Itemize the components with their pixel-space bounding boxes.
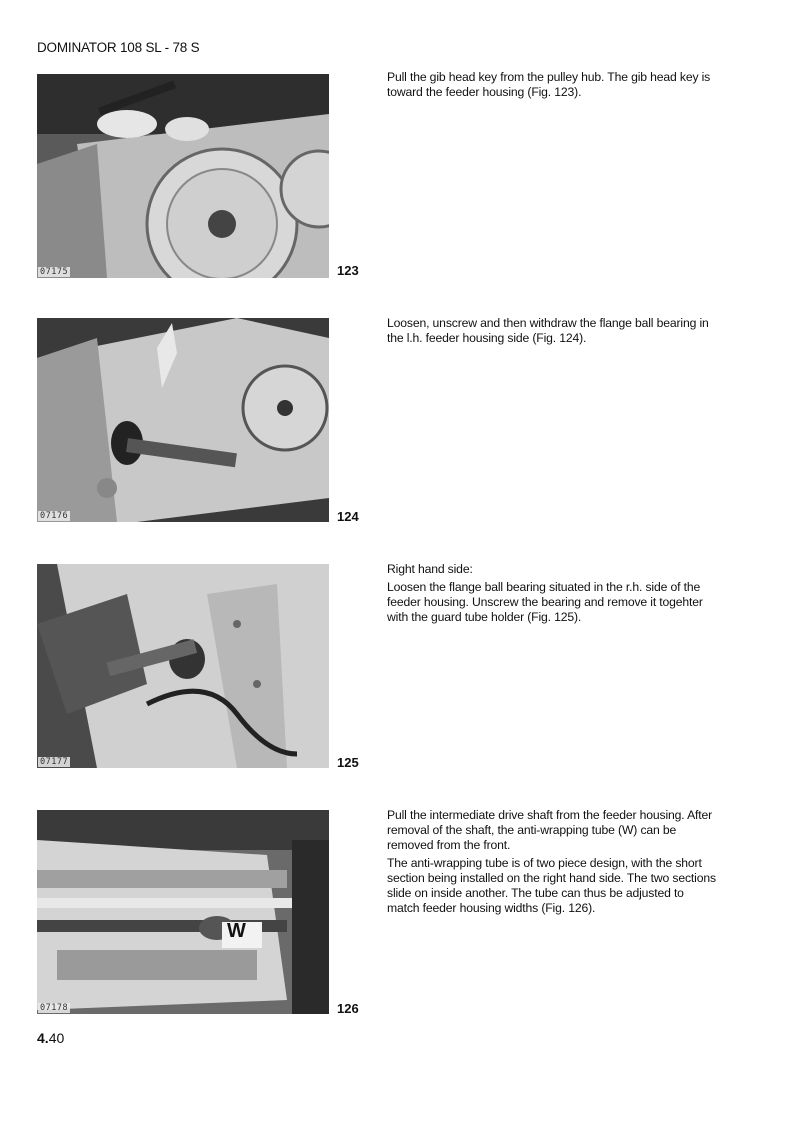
paragraph: Right hand side:: [387, 562, 473, 576]
figure-123-photo: [37, 74, 329, 278]
paragraph: The anti-wrapping tube is of two piece design, with the short section being installed on the right hand side. The two sections slide on inside another. The tube can thus be adjusted to match feeder housing widths (Fig. 126).: [387, 856, 716, 915]
page-section-number: 4.: [37, 1030, 49, 1046]
figure-number-126: 126: [337, 1001, 359, 1016]
instruction-text-124: [387, 316, 717, 349]
paragraph: Pull the intermediate drive shaft from the feeder housing. After removal of the shaft, the anti-wrapping tube (W) can be removed from the front.: [387, 808, 713, 852]
tube-callout-label: W: [227, 920, 246, 942]
instruction-text-125: [387, 562, 717, 628]
figure-124-photo: [37, 318, 329, 522]
pulley-photo-illustration: [37, 74, 329, 278]
paragraph: Loosen, unscrew and then withdraw the flange ball bearing in the l.h. feeder housing side (Fig. 124).: [387, 316, 709, 345]
paragraph: Pull the gib head key from the pulley hub. The gib head key is toward the feeder housing (Fig. 123).: [387, 70, 711, 99]
figure-125-photo: [37, 564, 329, 768]
figure-code-label: 07176: [40, 511, 69, 521]
figure-code-label: 07178: [40, 1003, 69, 1013]
figure-number-123: 123: [337, 263, 359, 278]
bearing-photo-illustration: [37, 318, 329, 522]
instruction-text-123: [387, 70, 717, 103]
instruction-text-126: [387, 808, 717, 919]
figure-code-label: 07177: [40, 757, 69, 767]
paragraph: Loosen the flange ball bearing situated in the r.h. side of the feeder housing. Unscrew the bearing and remove it togehter with the guard tube holder (Fig. 125).: [387, 580, 703, 624]
page-number: [37, 1030, 64, 1046]
page-header-title: DOMINATOR 108 SL - 78 S: [37, 40, 200, 55]
figure-code-label: 07175: [40, 267, 69, 277]
figure-number-124: 124: [337, 509, 359, 524]
guard-tube-photo-illustration: [37, 564, 329, 768]
figure-126-photo: [37, 810, 329, 1014]
figure-number-125: 125: [337, 755, 359, 770]
page-number-value: 40: [48, 1030, 65, 1046]
drive-shaft-photo-illustration: [37, 810, 329, 1014]
